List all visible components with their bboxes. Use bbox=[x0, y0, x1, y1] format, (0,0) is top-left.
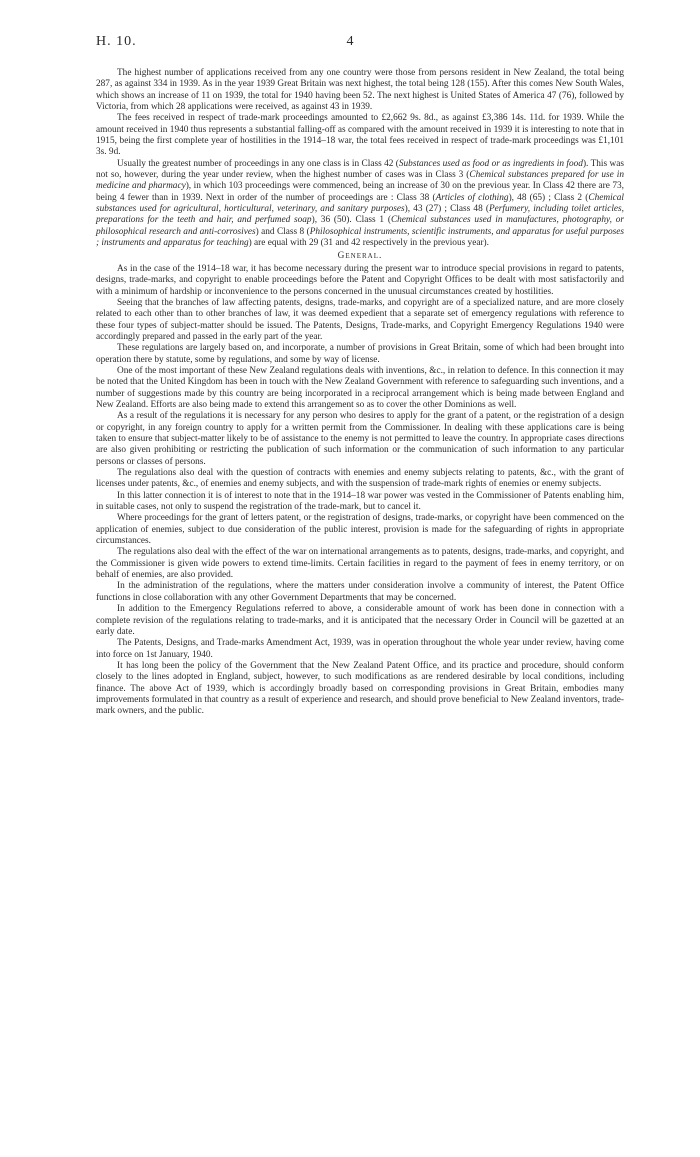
class-description: Perfumery, including toilet articles, preparations for the teeth and hair, and perfumed soap bbox=[96, 204, 624, 226]
class-description: Articles of clothing bbox=[435, 192, 509, 203]
text-run: ), in which 103 proceedings were commenced, being an increase of 30 on the previous year. In Class 42 there are 73, being 4 fewer than in 1939. Next in order of the number of proceedings are : Class 38 ( bbox=[96, 181, 624, 203]
text-run: ), 36 (50). Class 1 ( bbox=[311, 215, 391, 226]
paragraph: In this latter connection it is of interest to note that in the 1914–18 war power was vested in the Commissioner of Patents enabling him, in suitable cases, not only to suspend the registration of the trade-mark, but to cancel it. bbox=[96, 490, 624, 513]
text-run: ). This was not so, however, during the year under review, when the highest number of cases was in Class 3 ( bbox=[96, 158, 624, 181]
paragraph: The regulations also deal with the question of contracts with enemies and enemy subjects relating to patents, &c., with the grant of licenses under patents, &c., of enemies and enemy subjects, and with the suspension of trade-mark rights of enemies or enemy subjects. bbox=[96, 468, 624, 490]
page-number: 4 bbox=[346, 34, 354, 49]
paragraph-proceedings-by-class bbox=[96, 159, 624, 250]
paragraph: The regulations also deal with the effect of the war on international arrangements as to patents, designs, trade-marks, and copyright, and the Commissioner is given wide powers to extend time-limits. Certain facilities in regard to the payment of fees in enemy territory, or on behalf of enemies, are also provided. bbox=[96, 547, 624, 581]
page-header bbox=[96, 34, 604, 54]
paragraph: As in the case of the 1914–18 war, it has become necessary during the present war to introduce special provisions in regard to patents, designs, trade-marks, and copyright to enable proceedings before the Patent and Copyright Offices to be dealt with most satisfactorily and with a minimum of hardship or inconvenience to the persons concerned in the unusual circumstances created by hostilities. bbox=[96, 263, 624, 297]
paragraph-trade-mark-fees: The fees received in respect of trade-mark proceedings amounted to £2,662 9s. 8d., as against £3,386 14s. 11d. for 1939. While the amount received in 1940 thus represents a substantial falling-off as compared with the amount received in 1939 it is interesting to note that in 1915, being the first complete year of hostilities in the 1914–18 war, the total fees received in respect of trade-mark proceedings was £1,101 3s. 9d. bbox=[96, 113, 624, 158]
paragraph: It has long been the policy of the Government that the New Zealand Patent Office, and its practice and procedure, should conform closely to the lines adopted in England, subject, however, to such modifications as are rendered desirable by local conditions, including finance. The above Act of 1939, which is accordingly broadly based on corresponding provisions in Great Britain, embodies many improvements formulated in that country as a result of experience and research, and should prove beneficial to New Zealand inventors, trade-mark owners, and the public. bbox=[96, 660, 624, 717]
class-description: Chemical substances used in manufactures, photography, or philosophical research and anti-corrosives bbox=[96, 215, 625, 237]
section-heading-general: General. bbox=[337, 250, 383, 261]
paragraph: The Patents, Designs, and Trade-marks Amendment Act, 1939, was in operation throughout the whole year under review, having come into force on 1st January, 1940. bbox=[96, 638, 624, 660]
paragraph: These regulations are largely based on, and incorporate, a number of provisions in Great Britain, some of which had been brought into operation there by statute, some by regulations, and some by way of license. bbox=[96, 343, 624, 365]
text-run: ), 43 (27) ; Class 48 ( bbox=[404, 204, 489, 215]
class-description: Chemical substances prepared for use in medicine and pharmacy bbox=[96, 170, 624, 192]
body-text bbox=[96, 68, 624, 718]
class-description: Philosophical instruments, scientific instruments, and apparatus for useful purposes ; instruments and apparatus for teaching bbox=[96, 226, 624, 249]
paragraph: As a result of the regulations it is necessary for any person who desires to apply for the grant of a patent, or the registration of a design or copyright, in any foreign country to apply for a written permit from the Commissioner. In dealing with these applications care is being taken to ensure that subject-matter likely to be of assistance to the enemy is not permitted to leave the country. In appropriate cases directions are also given prohibiting or restricting the publication of such information or the communication of such information to any particular persons or classes of persons. bbox=[96, 411, 624, 467]
class-description: Chemical substances used for agricultural, horticultural, veterinary, and sanitary purposes bbox=[96, 192, 625, 215]
paragraph: Seeing that the branches of law affecting patents, designs, trade-marks, and copyright are of a specialized nature, and are more closely related to each other than to other branches of law, it was deemed expedient that a separate set of emergency regulations with reference to these four types of subject-matter should be issued. The Patents, Designs, Trade-marks, and Copyright Emergency Regulations 1940 were accordingly prepared and passed in the early part of the year. bbox=[96, 297, 624, 342]
paragraph: In addition to the Emergency Regulations referred to above, a considerable amount of work has been done in connection with a complete revision of the regulations relating to trade-marks, and it is anticipated that the necessary Order in Council will be gazetted at an early date. bbox=[96, 604, 624, 637]
text-run: Usually the greatest number of proceedings in any one class is in Class 42 ( bbox=[117, 158, 399, 169]
paragraph: One of the most important of these New Zealand regulations deals with inventions, &c., in relation to defence. In this connection it may be noted that the United Kingdom has been in touch with the New Zealand Government with reference to safeguarding such inventions, and a number of suggestions made by this country are being incorporated in a reciprocal arrangement which is being made between England and New Zealand. Efforts are also being made to extend this arrangement so as to cover the other Dominions as well. bbox=[96, 365, 624, 410]
paragraph: Where proceedings for the grant of letters patent, or the registration of designs, trade-marks, or copyright have been commenced on the application of enemies, subject to due consideration of the public interest, provision is made for the safeguarding of rights in appropriate circumstances. bbox=[96, 513, 624, 547]
paragraph-applications-by-country: The highest number of applications received from any one country were those from persons resident in New Zealand, the total being 287, as against 334 in 1939. As in the year 1939 Great Britain was next highest, the total being 128 (155). After this comes New South Wales, which shows an increase of 11 on 1939, the total for 1940 having been 52. The next highest is United States of America 47 (76), followed by Victoria, from which 28 applications were received, as against 43 in 1939. bbox=[96, 68, 624, 113]
text-run: ) are equal with 29 (31 and 42 respectively in the previous year). bbox=[248, 238, 489, 249]
text-run: ) and Class 8 ( bbox=[255, 226, 310, 237]
text-run: ), 48 (65) ; Class 2 ( bbox=[508, 192, 589, 203]
class-description: Substances used as food or as ingredients in food bbox=[398, 158, 583, 169]
report-reference: H. 10. bbox=[96, 34, 137, 49]
paragraph: In the administration of the regulations, where the matters under consideration involve a community of interest, the Patent Office functions in close collaboration with any other Government Departments that may be concerned. bbox=[96, 581, 624, 603]
